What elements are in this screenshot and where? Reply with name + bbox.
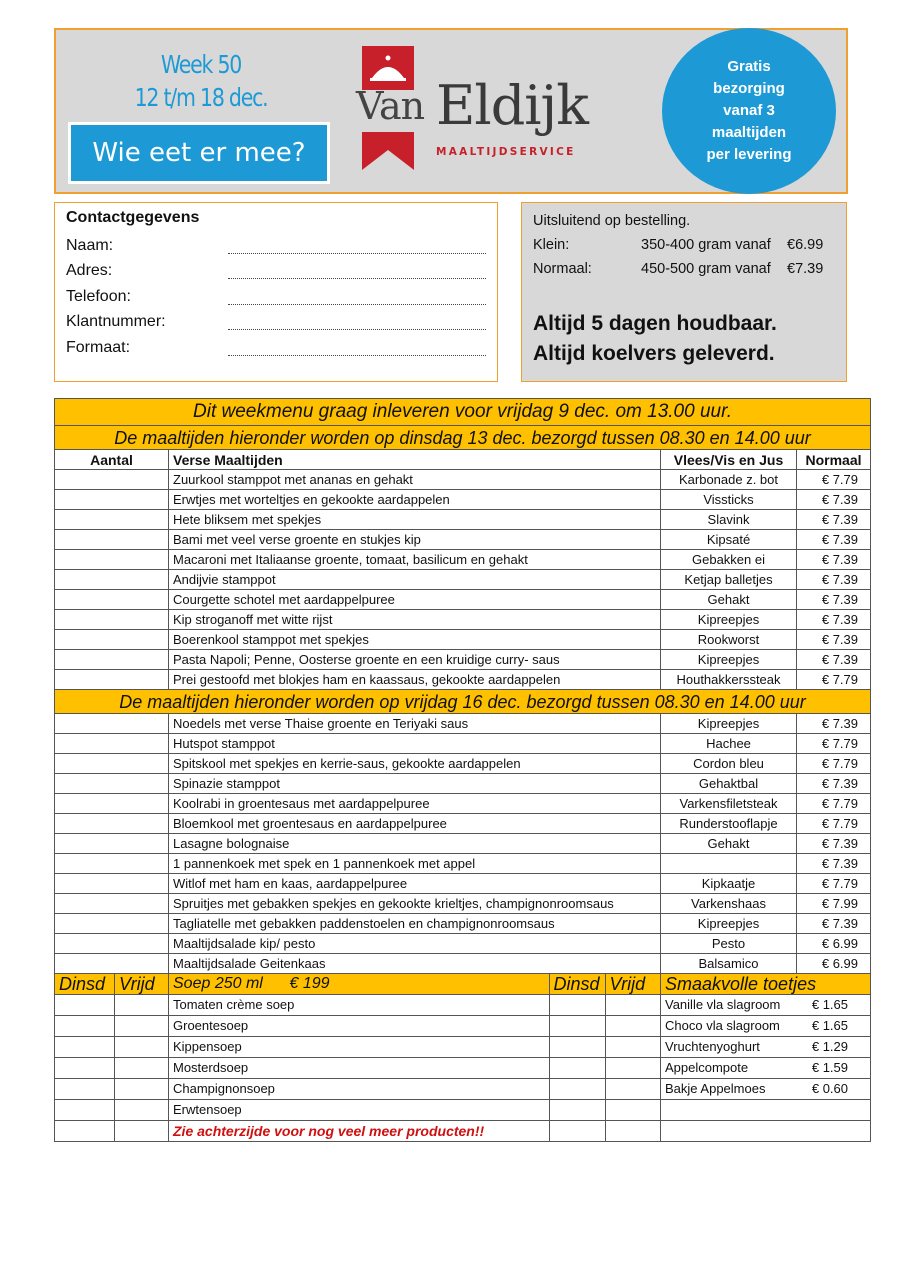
quantity-cell[interactable] <box>55 934 169 954</box>
table-row <box>55 734 871 754</box>
quantity-cell[interactable] <box>55 734 169 754</box>
dessert-vrijd-qty[interactable] <box>605 1100 661 1120</box>
meat-name: Slavink <box>661 510 797 530</box>
meat-name: Kipreepjes <box>661 650 797 670</box>
dessert-header: Smaakvolle toetjes <box>661 974 871 995</box>
back-side-note: Zie achterzijde voor nog veel meer producten!! <box>173 1122 485 1139</box>
quantity-cell[interactable] <box>55 854 169 874</box>
fresh-delivery-text: Altijd koelvers geleverd. <box>533 342 775 365</box>
size-normal-price: €7.39 <box>787 261 824 277</box>
table-row <box>55 590 871 610</box>
meat-name: Runderstooflapje <box>661 814 797 834</box>
table-row <box>55 794 871 814</box>
meat-name: Karbonade z. bot <box>661 470 797 490</box>
soup-dinsd-qty[interactable] <box>55 1100 115 1121</box>
badge-line: Gratis <box>727 58 771 75</box>
soup-dinsd-qty[interactable] <box>55 1037 115 1058</box>
meal-name: Tagliatelle met gebakken paddenstoelen en champignonroomsaus <box>169 914 661 934</box>
meat-name <box>661 854 797 874</box>
meal-name: Macaroni met Italiaanse groente, tomaat, basilicum en gehakt <box>169 550 661 570</box>
table-row <box>55 854 871 874</box>
quantity-cell[interactable] <box>55 650 169 670</box>
meat-name: Kipreepjes <box>661 914 797 934</box>
table-row <box>55 630 871 650</box>
meal-name: Witlof met ham en kaas, aardappelpuree <box>169 874 661 894</box>
meal-name: Boerenkool stamppot met spekjes <box>169 630 661 650</box>
meat-name: Varkenshaas <box>661 894 797 914</box>
size-small-desc: 350-400 gram vanaf <box>641 237 771 253</box>
meal-name: Zuurkool stamppot met ananas en gehakt <box>169 470 661 490</box>
dessert-dinsd-qty[interactable] <box>549 995 605 1015</box>
table-row <box>55 650 871 670</box>
dessert-dinsd-qty[interactable] <box>549 1016 605 1036</box>
address-label: Adres: <box>66 262 113 280</box>
header-banner <box>54 28 848 194</box>
soup-vrijd-qty[interactable] <box>115 1037 169 1058</box>
meal-name: Maaltijdsalade kip/ pesto <box>169 934 661 954</box>
dessert-dinsd-qty[interactable] <box>549 1079 605 1099</box>
col-meals: Verse Maaltijden <box>169 450 661 470</box>
meat-name: Kipsaté <box>661 530 797 550</box>
meal-price: € 7.79 <box>797 794 871 814</box>
table-row <box>55 774 871 794</box>
soup-name: Erwtensoep <box>173 1102 242 1117</box>
meal-price: € 7.39 <box>797 914 871 934</box>
meal-name: Maaltijdsalade Geitenkaas <box>169 954 661 974</box>
soup-name: Tomaten crème soep <box>173 997 295 1012</box>
badge-line: vanaf 3 <box>723 102 775 119</box>
dessert-cell <box>661 1100 871 1121</box>
delivery-banner-tuesday: De maaltijden hieronder worden op dinsdag 13 dec. bezorgd tussen 08.30 en 14.00 uur <box>55 426 871 450</box>
table-row <box>55 934 871 954</box>
name-label: Naam: <box>66 236 114 254</box>
who-eats-button[interactable]: Wie eet er mee? <box>68 122 330 184</box>
contact-title: Contactgegevens <box>66 209 200 226</box>
meat-name: Ketjap balletjes <box>661 570 797 590</box>
col-meat: Vlees/Vis en Jus <box>661 450 797 470</box>
customer-number-field[interactable] <box>228 320 486 330</box>
shelf-life-text: Altijd 5 dagen houdbaar. <box>533 312 777 335</box>
meal-price: € 7.39 <box>797 854 871 874</box>
meal-name: Noedels met verse Thaise groente en Teriyaki saus <box>169 714 661 734</box>
meal-price: € 7.39 <box>797 610 871 630</box>
meat-name: Houthakkerssteak <box>661 670 797 690</box>
dessert-cell <box>661 1121 871 1142</box>
soup-dinsd-qty[interactable] <box>55 995 115 1016</box>
size-field[interactable] <box>228 346 486 356</box>
soup-dinsd-qty[interactable] <box>55 1121 115 1142</box>
table-row <box>55 834 871 854</box>
soup-row <box>55 1016 871 1037</box>
quantity-cell[interactable] <box>55 530 169 550</box>
meal-name: Lasagne bolognaise <box>169 834 661 854</box>
meat-name: Gehakt <box>661 590 797 610</box>
meal-name: Spruitjes met gebakken spekjes en gekookte krieltjes, champignonroomsaus <box>169 894 661 914</box>
quantity-cell[interactable] <box>55 550 169 570</box>
soup-dinsd-qty[interactable] <box>55 1079 115 1100</box>
info-box <box>521 202 847 382</box>
size-label: Formaat: <box>66 338 131 356</box>
table-row <box>55 714 871 734</box>
table-row <box>55 754 871 774</box>
meal-name: Bami met veel verse groente en stukjes kip <box>169 530 661 550</box>
meal-name: Andijvie stamppot <box>169 570 661 590</box>
meal-price: € 7.39 <box>797 774 871 794</box>
soup-row <box>55 1058 871 1079</box>
table-row <box>55 510 871 530</box>
soup-row <box>55 995 871 1016</box>
soup-vrijd-qty[interactable] <box>115 995 169 1016</box>
soup-row <box>55 1037 871 1058</box>
table-row <box>55 814 871 834</box>
soup-vrijd-qty[interactable] <box>115 1121 169 1142</box>
soup-dinsd-qty[interactable] <box>55 1016 115 1037</box>
logo-eldijk-text: Eldijk <box>436 74 588 137</box>
meat-name: Kipkaatje <box>661 874 797 894</box>
dessert-price: € 0.60 <box>811 1081 849 1096</box>
order-only-text: Uitsluitend op bestelling. <box>533 213 691 229</box>
table-row <box>55 470 871 490</box>
soup-price: € 199 <box>289 975 330 992</box>
soup-vrijd-qty[interactable] <box>115 1016 169 1037</box>
quantity-cell[interactable] <box>55 834 169 854</box>
table-row <box>55 550 871 570</box>
meal-price: € 7.39 <box>797 550 871 570</box>
meal-name: Pasta Napoli; Penne, Oosterse groente en een kruidige curry- saus <box>169 650 661 670</box>
dessert-cell <box>661 995 871 1016</box>
soup-vrijd-label: Vrijd <box>115 974 169 995</box>
dessert-dinsd-qty[interactable] <box>549 1100 605 1120</box>
table-row <box>55 570 871 590</box>
dessert-price: € 1.65 <box>811 1018 849 1033</box>
phone-label: Telefoon: <box>66 287 131 305</box>
table-row <box>55 490 871 510</box>
quantity-cell[interactable] <box>55 794 169 814</box>
meal-price: € 7.79 <box>797 670 871 690</box>
quantity-cell[interactable] <box>55 814 169 834</box>
table-row <box>55 670 871 690</box>
soup-vrijd-qty[interactable] <box>115 1100 169 1121</box>
dessert-vrijd-qty[interactable] <box>605 1121 661 1141</box>
meal-price: € 6.99 <box>797 934 871 954</box>
col-price: Normaal <box>797 450 871 470</box>
quantity-cell[interactable] <box>55 714 169 734</box>
meal-name: Prei gestoofd met blokjes ham en kaassaus, gekookte aardappelen <box>169 670 661 690</box>
soup-title: Soep 250 ml <box>173 975 263 992</box>
quantity-cell[interactable] <box>55 754 169 774</box>
meal-price: € 7.39 <box>797 510 871 530</box>
meal-name: Hete bliksem met spekjes <box>169 510 661 530</box>
quantity-cell[interactable] <box>55 610 169 630</box>
dessert-vrijd-qty[interactable] <box>605 1037 661 1057</box>
meal-price: € 7.39 <box>797 590 871 610</box>
dessert-vrijd-qty[interactable] <box>605 1079 661 1099</box>
meat-name: Vissticks <box>661 490 797 510</box>
quantity-cell[interactable] <box>55 590 169 610</box>
quantity-cell[interactable] <box>55 470 169 490</box>
name-field[interactable] <box>228 244 486 254</box>
badge-line: per levering <box>706 146 792 163</box>
table-row <box>55 530 871 550</box>
van-eldijk-logo <box>354 42 614 182</box>
meal-name: Koolrabi in groentesaus met aardappelpuree <box>169 794 661 814</box>
week-label <box>131 48 270 114</box>
meat-name: Rookworst <box>661 630 797 650</box>
meal-price: € 7.79 <box>797 874 871 894</box>
table-row <box>55 874 871 894</box>
meal-name: Kip stroganoff met witte rijst <box>169 610 661 630</box>
contact-box <box>54 202 498 382</box>
meal-price: € 7.79 <box>797 470 871 490</box>
soup-dinsd-qty[interactable] <box>55 1058 115 1079</box>
soup-header <box>169 974 661 995</box>
table-row <box>55 954 871 974</box>
logo-van-text: Van <box>356 84 425 128</box>
dessert-dinsd-label: Dinsd <box>549 974 605 994</box>
dessert-vrijd-qty[interactable] <box>605 995 661 1015</box>
deadline-banner: Dit weekmenu graag inleveren voor vrijdag 9 dec. om 13.00 uur. <box>55 399 871 426</box>
meat-name: Pesto <box>661 934 797 954</box>
quantity-cell[interactable] <box>55 774 169 794</box>
size-small-label: Klein: <box>533 237 570 253</box>
meal-name: Spitskool met spekjes en kerrie-saus, gekookte aardappelen <box>169 754 661 774</box>
meal-price: € 7.39 <box>797 530 871 550</box>
size-normal-label: Normaal: <box>533 261 592 277</box>
dessert-name: Vruchtenyoghurt <box>665 1039 760 1054</box>
meal-name: Hutspot stamppot <box>169 734 661 754</box>
meat-name: Gehakt <box>661 834 797 854</box>
quantity-cell[interactable] <box>55 510 169 530</box>
dessert-vrijd-qty[interactable] <box>605 1058 661 1078</box>
dessert-vrijd-qty[interactable] <box>605 1016 661 1036</box>
dessert-cell <box>661 1079 871 1100</box>
quantity-cell[interactable] <box>55 670 169 690</box>
soup-row <box>55 1121 871 1142</box>
meal-name: 1 pannenkoek met spek en 1 pannenkoek met appel <box>169 854 661 874</box>
menu-table <box>54 398 871 1142</box>
logo-subtitle: MAALTIJDSERVICE <box>436 146 576 158</box>
meal-name: Bloemkool met groentesaus en aardappelpuree <box>169 814 661 834</box>
soup-row <box>55 1079 871 1100</box>
soup-vrijd-qty[interactable] <box>115 1079 169 1100</box>
dessert-cell <box>661 1058 871 1079</box>
meal-price: € 7.39 <box>797 650 871 670</box>
quantity-cell[interactable] <box>55 570 169 590</box>
soup-name: Groentesoep <box>173 1018 249 1033</box>
table-header-row <box>55 450 871 470</box>
meal-price: € 7.39 <box>797 714 871 734</box>
customer-number-label: Klantnummer: <box>66 313 166 331</box>
quantity-cell[interactable] <box>55 490 169 510</box>
meal-price: € 7.99 <box>797 894 871 914</box>
meat-name: Varkensfiletsteak <box>661 794 797 814</box>
quantity-cell[interactable] <box>55 874 169 894</box>
badge-line: maaltijden <box>711 124 787 141</box>
dessert-price: € 1.29 <box>811 1039 849 1054</box>
quantity-cell[interactable] <box>55 954 169 974</box>
meal-price: € 6.99 <box>797 954 871 974</box>
meat-name: Kipreepjes <box>661 610 797 630</box>
dessert-cell <box>661 1037 871 1058</box>
dessert-name: Vanille vla slagroom <box>665 997 781 1012</box>
phone-field[interactable] <box>228 295 486 305</box>
badge-line: bezorging <box>713 80 785 97</box>
soup-vrijd-qty[interactable] <box>115 1058 169 1079</box>
meal-name: Erwtjes met worteltjes en gekookte aardappelen <box>169 490 661 510</box>
dessert-name: Appelcompote <box>665 1060 749 1075</box>
dessert-dinsd-qty[interactable] <box>549 1121 605 1141</box>
meat-name: Cordon bleu <box>661 754 797 774</box>
quantity-cell[interactable] <box>55 630 169 650</box>
week-dates: 12 t/m 18 dec. <box>134 83 268 112</box>
soup-dinsd-label: Dinsd <box>55 974 115 995</box>
table-row <box>55 914 871 934</box>
meal-price: € 7.79 <box>797 814 871 834</box>
free-delivery-badge <box>662 28 836 194</box>
soup-name: Champignonsoep <box>173 1081 275 1096</box>
meat-name: Gebakken ei <box>661 550 797 570</box>
week-number: Week 50 <box>160 50 242 79</box>
table-row <box>55 894 871 914</box>
meal-price: € 7.39 <box>797 630 871 650</box>
size-normal-desc: 450-500 gram vanaf <box>641 261 771 277</box>
dessert-vrijd-label: Vrijd <box>605 974 661 994</box>
size-small-price: €6.99 <box>787 237 824 253</box>
meat-name: Hachee <box>661 734 797 754</box>
col-quantity: Aantal <box>55 450 169 470</box>
meal-price: € 7.39 <box>797 834 871 854</box>
quantity-cell[interactable] <box>55 894 169 914</box>
quantity-cell[interactable] <box>55 914 169 934</box>
dessert-price: € 1.65 <box>811 997 849 1012</box>
info-highlight <box>533 309 835 369</box>
meal-name: Spinazie stamppot <box>169 774 661 794</box>
meal-price: € 7.39 <box>797 490 871 510</box>
meat-name: Kipreepjes <box>661 714 797 734</box>
meal-price: € 7.79 <box>797 754 871 774</box>
soup-dessert-header <box>55 974 871 995</box>
soup-name: Mosterdsoep <box>173 1060 249 1075</box>
meal-name: Courgette schotel met aardappelpuree <box>169 590 661 610</box>
dessert-cell <box>661 1016 871 1037</box>
dessert-name: Choco vla slagroom <box>665 1018 780 1033</box>
soup-row <box>55 1100 871 1121</box>
delivery-banner-friday: De maaltijden hieronder worden op vrijdag 16 dec. bezorgd tussen 08.30 en 14.00 uur <box>55 690 871 714</box>
dessert-dinsd-qty[interactable] <box>549 1037 605 1057</box>
soup-name: Kippensoep <box>173 1039 242 1054</box>
dessert-name: Bakje Appelmoes <box>665 1081 766 1096</box>
meal-price: € 7.39 <box>797 570 871 590</box>
table-row <box>55 610 871 630</box>
meal-price: € 7.79 <box>797 734 871 754</box>
meat-name: Balsamico <box>661 954 797 974</box>
dessert-price: € 1.59 <box>811 1060 849 1075</box>
dessert-dinsd-qty[interactable] <box>549 1058 605 1078</box>
address-field[interactable] <box>228 269 486 279</box>
meat-name: Gehaktbal <box>661 774 797 794</box>
